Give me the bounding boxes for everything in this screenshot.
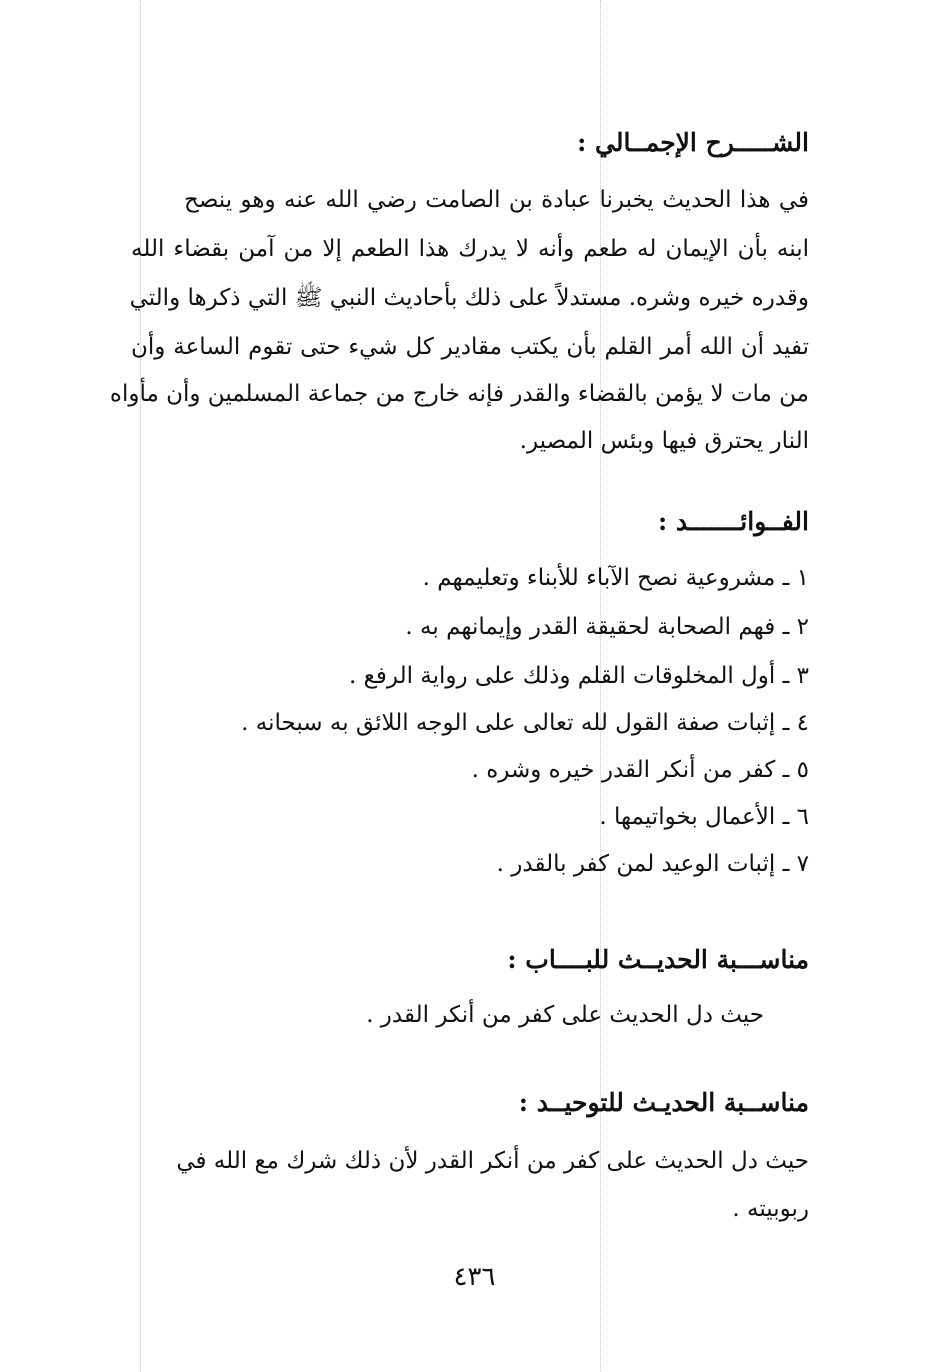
summary-line: من مات لا يؤمن بالقضاء والقدر فإنه خارج من جماعة المسلمين وأن مأواه xyxy=(109,381,809,407)
benefit-item: ٧ ـ إثبات الوعيد لمن كفر بالقدر . xyxy=(496,851,809,877)
benefits-heading: الفــوائـــــــد : xyxy=(657,507,809,536)
tawhid-relevance-heading: مناســبة الحديـث للتوحيــد : xyxy=(518,1088,809,1117)
summary-line: ابنه بأن الإيمان له طعم وأنه لا يدرك هذا الطعم إلا من آمن بقضاء الله xyxy=(131,236,809,262)
benefit-item: ١ ـ مشروعية نصح الآباء للأبناء وتعليمهم . xyxy=(422,565,809,591)
chapter-relevance-text: حيث دل الحديث على كفر من أنكر القدر . xyxy=(366,1002,764,1028)
tawhid-relevance-line: حيث دل الحديث على كفر من أنكر القدر لأن ذلك شرك مع الله في xyxy=(176,1148,809,1174)
chapter-relevance-heading: مناســـبة الحديــث للبــــاب : xyxy=(507,945,809,974)
benefit-item: ٦ ـ الأعمال بخواتيمها . xyxy=(599,804,809,830)
tawhid-relevance-line: ربوبيته . xyxy=(732,1196,809,1222)
summary-line: تفيد أن الله أمر القلم بأن يكتب مقادير كل شيء حتى تقوم الساعة وأن xyxy=(131,334,809,360)
benefit-item: ٢ ـ فهم الصحابة لحقيقة القدر وإيمانهم به . xyxy=(405,614,809,640)
summary-line: في هذا الحديث يخبرنا عبادة بن الصامت رضي الله عنه وهو ينصح xyxy=(184,187,809,213)
page-number: ٤٣٦ xyxy=(453,1262,496,1292)
summary-heading: الشـــــرح الإجمــالي : xyxy=(577,128,809,157)
benefit-item: ٥ ـ كفر من أنكر القدر خيره وشره . xyxy=(471,757,809,783)
benefit-item: ٤ ـ إثبات صفة القول لله تعالى على الوجه اللائق به سبحانه . xyxy=(241,710,809,736)
benefit-item: ٣ ـ أول المخلوقات القلم وذلك على رواية الرفع . xyxy=(349,663,809,689)
summary-line: وقدره خيره وشره. مستدلاً على ذلك بأحاديث النبي ﷺ التي ذكرها والتي xyxy=(129,285,809,311)
summary-line: النار يحترق فيها وبئس المصير. xyxy=(519,428,809,454)
